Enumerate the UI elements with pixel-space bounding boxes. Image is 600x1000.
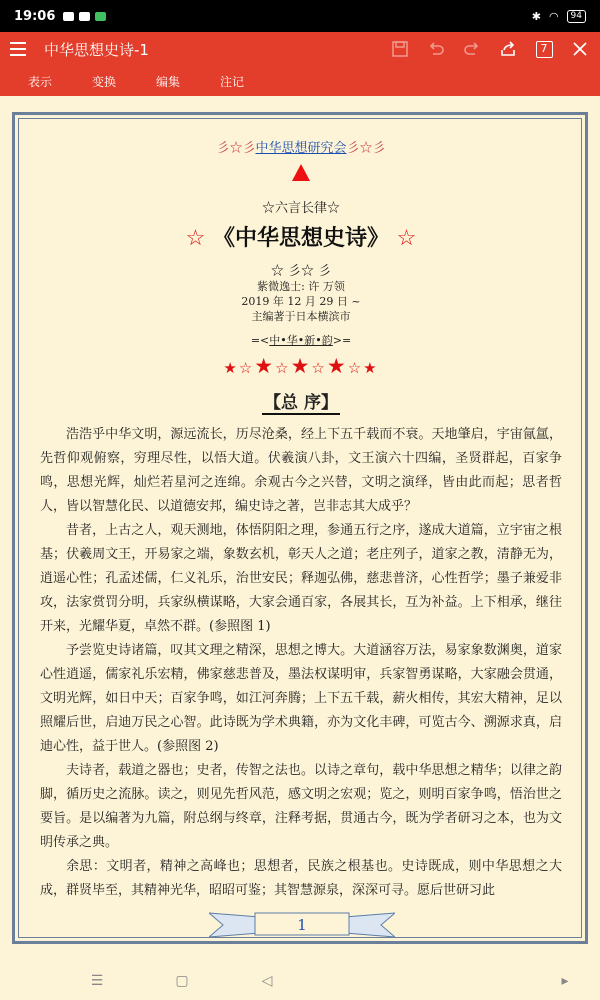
page-title bbox=[19, 221, 583, 252]
page-number-ribbon bbox=[209, 907, 395, 939]
paragraph: 予尝览史诗诸篇，叹其文理之精深，思想之博大。大道涵容万法，易家象数渊奥，道家心性逍遥，儒家礼乐宏精，佛家慈悲普及，墨法权谋明审，兵家智勇谋略，大家融会贯通，文明光辉，如日中天；百家争鸣，如江河奔腾；上下五千载，薪火相传，其宏大精神，足以照耀后世，启迪万民之心智。此诗既为学术典籍，亦为文化丰碑，可览古今、溯源求真，启迪心性，益于世人。(参照图 2) bbox=[40, 643, 562, 754]
document-title: 中华思想史诗-1 bbox=[44, 40, 149, 59]
video-icon bbox=[79, 12, 90, 21]
rhyme-line bbox=[19, 332, 583, 348]
star-icon: ★ bbox=[363, 359, 379, 377]
home-icon[interactable]: ▢ bbox=[175, 973, 189, 989]
page-number: 1 bbox=[297, 916, 307, 934]
paragraph: 余思：文明者，精神之高峰也；思想者，民族之根基也。史诗既成，则中华思想之大成，群贤毕至，其精神光华，昭昭可鉴；其智慧源泉，深深可寻。愿后世研习此 bbox=[40, 859, 562, 898]
star-row bbox=[19, 354, 583, 378]
back-icon[interactable]: ◁ bbox=[261, 973, 273, 989]
rhyme-right: >= bbox=[332, 334, 352, 347]
status-time: 19:06 bbox=[14, 8, 56, 24]
star-outline-icon: ☆ bbox=[238, 359, 255, 377]
title-star-left: ☆ bbox=[185, 226, 206, 251]
menu-annotate[interactable]: 注记 bbox=[220, 74, 245, 89]
title-star-right: ☆ bbox=[396, 226, 417, 251]
menu-edit[interactable]: 编集 bbox=[156, 74, 181, 89]
decoration-line: ☆ 彡☆ 彡 bbox=[270, 264, 332, 279]
paragraph: 昔者，上古之人，观天测地，体悟阴阳之理，参通五行之序，遂成大道篇，立宇宙之根基；伏羲周文王，开易家之端，象数玄机，彰天人之道；老庄列子，道家之教，清静无为，逍遥心性；孔孟述儒，仁义礼乐，治世安民；释迦弘佛，慈悲普济，心性哲学；墨子兼爱非攻，法家赏罚分明，兵家纵横谋略，大家会通百家，各展其长，互为补益。上下相承，继往开来，光耀华夏，卓然不群。(参照图 1) bbox=[40, 523, 562, 634]
document-page[interactable] bbox=[18, 118, 582, 938]
recents-icon[interactable]: ☰ bbox=[90, 973, 104, 989]
document-frame bbox=[12, 112, 588, 944]
page-count: 7 bbox=[536, 41, 553, 58]
save-icon[interactable] bbox=[390, 39, 410, 59]
star-outline-icon: ☆ bbox=[311, 359, 327, 377]
bluetooth-icon: ✱ bbox=[531, 9, 541, 23]
poem-form: ☆六言长律☆ bbox=[261, 201, 340, 216]
system-icons bbox=[532, 10, 586, 23]
app-bar bbox=[0, 32, 600, 96]
mail-icon bbox=[63, 12, 74, 21]
star-icon: ★ bbox=[290, 354, 312, 378]
app-notification-icon bbox=[95, 12, 106, 21]
star-outline-icon: ☆ bbox=[347, 359, 364, 377]
body-text bbox=[40, 423, 562, 903]
date: 2019 年 12 月 29 日 ~ bbox=[241, 295, 361, 308]
rhyme-left: =< bbox=[250, 334, 270, 347]
redo-icon[interactable] bbox=[462, 39, 482, 59]
society-line bbox=[19, 137, 583, 156]
title-text: 《中华思想史诗》 bbox=[212, 225, 389, 251]
place: 主编著于日本横滨市 bbox=[251, 310, 351, 323]
notification-icons bbox=[63, 12, 106, 21]
society-deco-left: 彡☆彡 bbox=[216, 141, 256, 156]
rhyme-text: 中•华•新•韵 bbox=[269, 334, 333, 347]
undo-icon[interactable] bbox=[426, 39, 446, 59]
society-link[interactable]: 中华思想研究会 bbox=[255, 141, 347, 156]
star-icon: ★ bbox=[223, 359, 239, 377]
menu-display[interactable]: 表示 bbox=[28, 74, 53, 89]
close-icon[interactable] bbox=[570, 39, 590, 59]
society-deco-right: 彡☆彡 bbox=[346, 141, 386, 156]
navigation-bar bbox=[0, 962, 600, 1000]
paragraph: 夫诗者，载道之器也；史者，传智之法也。以诗之章句，载中华思想之精华；以律之韵脚，循历史之流脉。读之，则见先哲风范，感文明之宏观；览之，则明百家争鸣，悟治世之要旨。是以编著为九篇，附总纲与终章，注释考据，贯通古今，既为学者研习之本，也为文明传承之典。 bbox=[40, 763, 562, 850]
author: 紫微逸士: 许 万领 bbox=[257, 280, 345, 293]
wifi-icon: ◠ bbox=[548, 9, 559, 23]
menu-transform[interactable]: 变换 bbox=[92, 74, 117, 89]
star-outline-icon: ☆ bbox=[275, 359, 291, 377]
share-icon[interactable] bbox=[498, 39, 518, 59]
page-count-button[interactable] bbox=[534, 39, 554, 59]
forward-icon[interactable]: ▸ bbox=[561, 973, 569, 989]
paragraph: 浩浩乎中华文明，源远流长，历尽沧桑，经上下五千载而不衰。天地肇启，宇宙氤氲，先哲仰观俯察，穷理尽性，以悟大道。伏羲演八卦，文王演六十四编，圣贤群起，百家争鸣，思想光辉，灿烂若星河之连绵。余观古今之兴替，文明之演绎，皆由此而起；思者哲人，皆以智慧化民、以道德安邦，编史诗之著，岂非志其大成乎？ bbox=[40, 427, 562, 514]
menu-icon[interactable] bbox=[10, 38, 32, 60]
battery-icon: 94 bbox=[567, 10, 586, 23]
star-icon: ★ bbox=[326, 354, 348, 378]
status-bar bbox=[0, 0, 600, 32]
star-icon: ★ bbox=[254, 354, 276, 378]
section-title: 【总 序】 bbox=[264, 393, 338, 413]
triangle-icon bbox=[292, 164, 310, 181]
